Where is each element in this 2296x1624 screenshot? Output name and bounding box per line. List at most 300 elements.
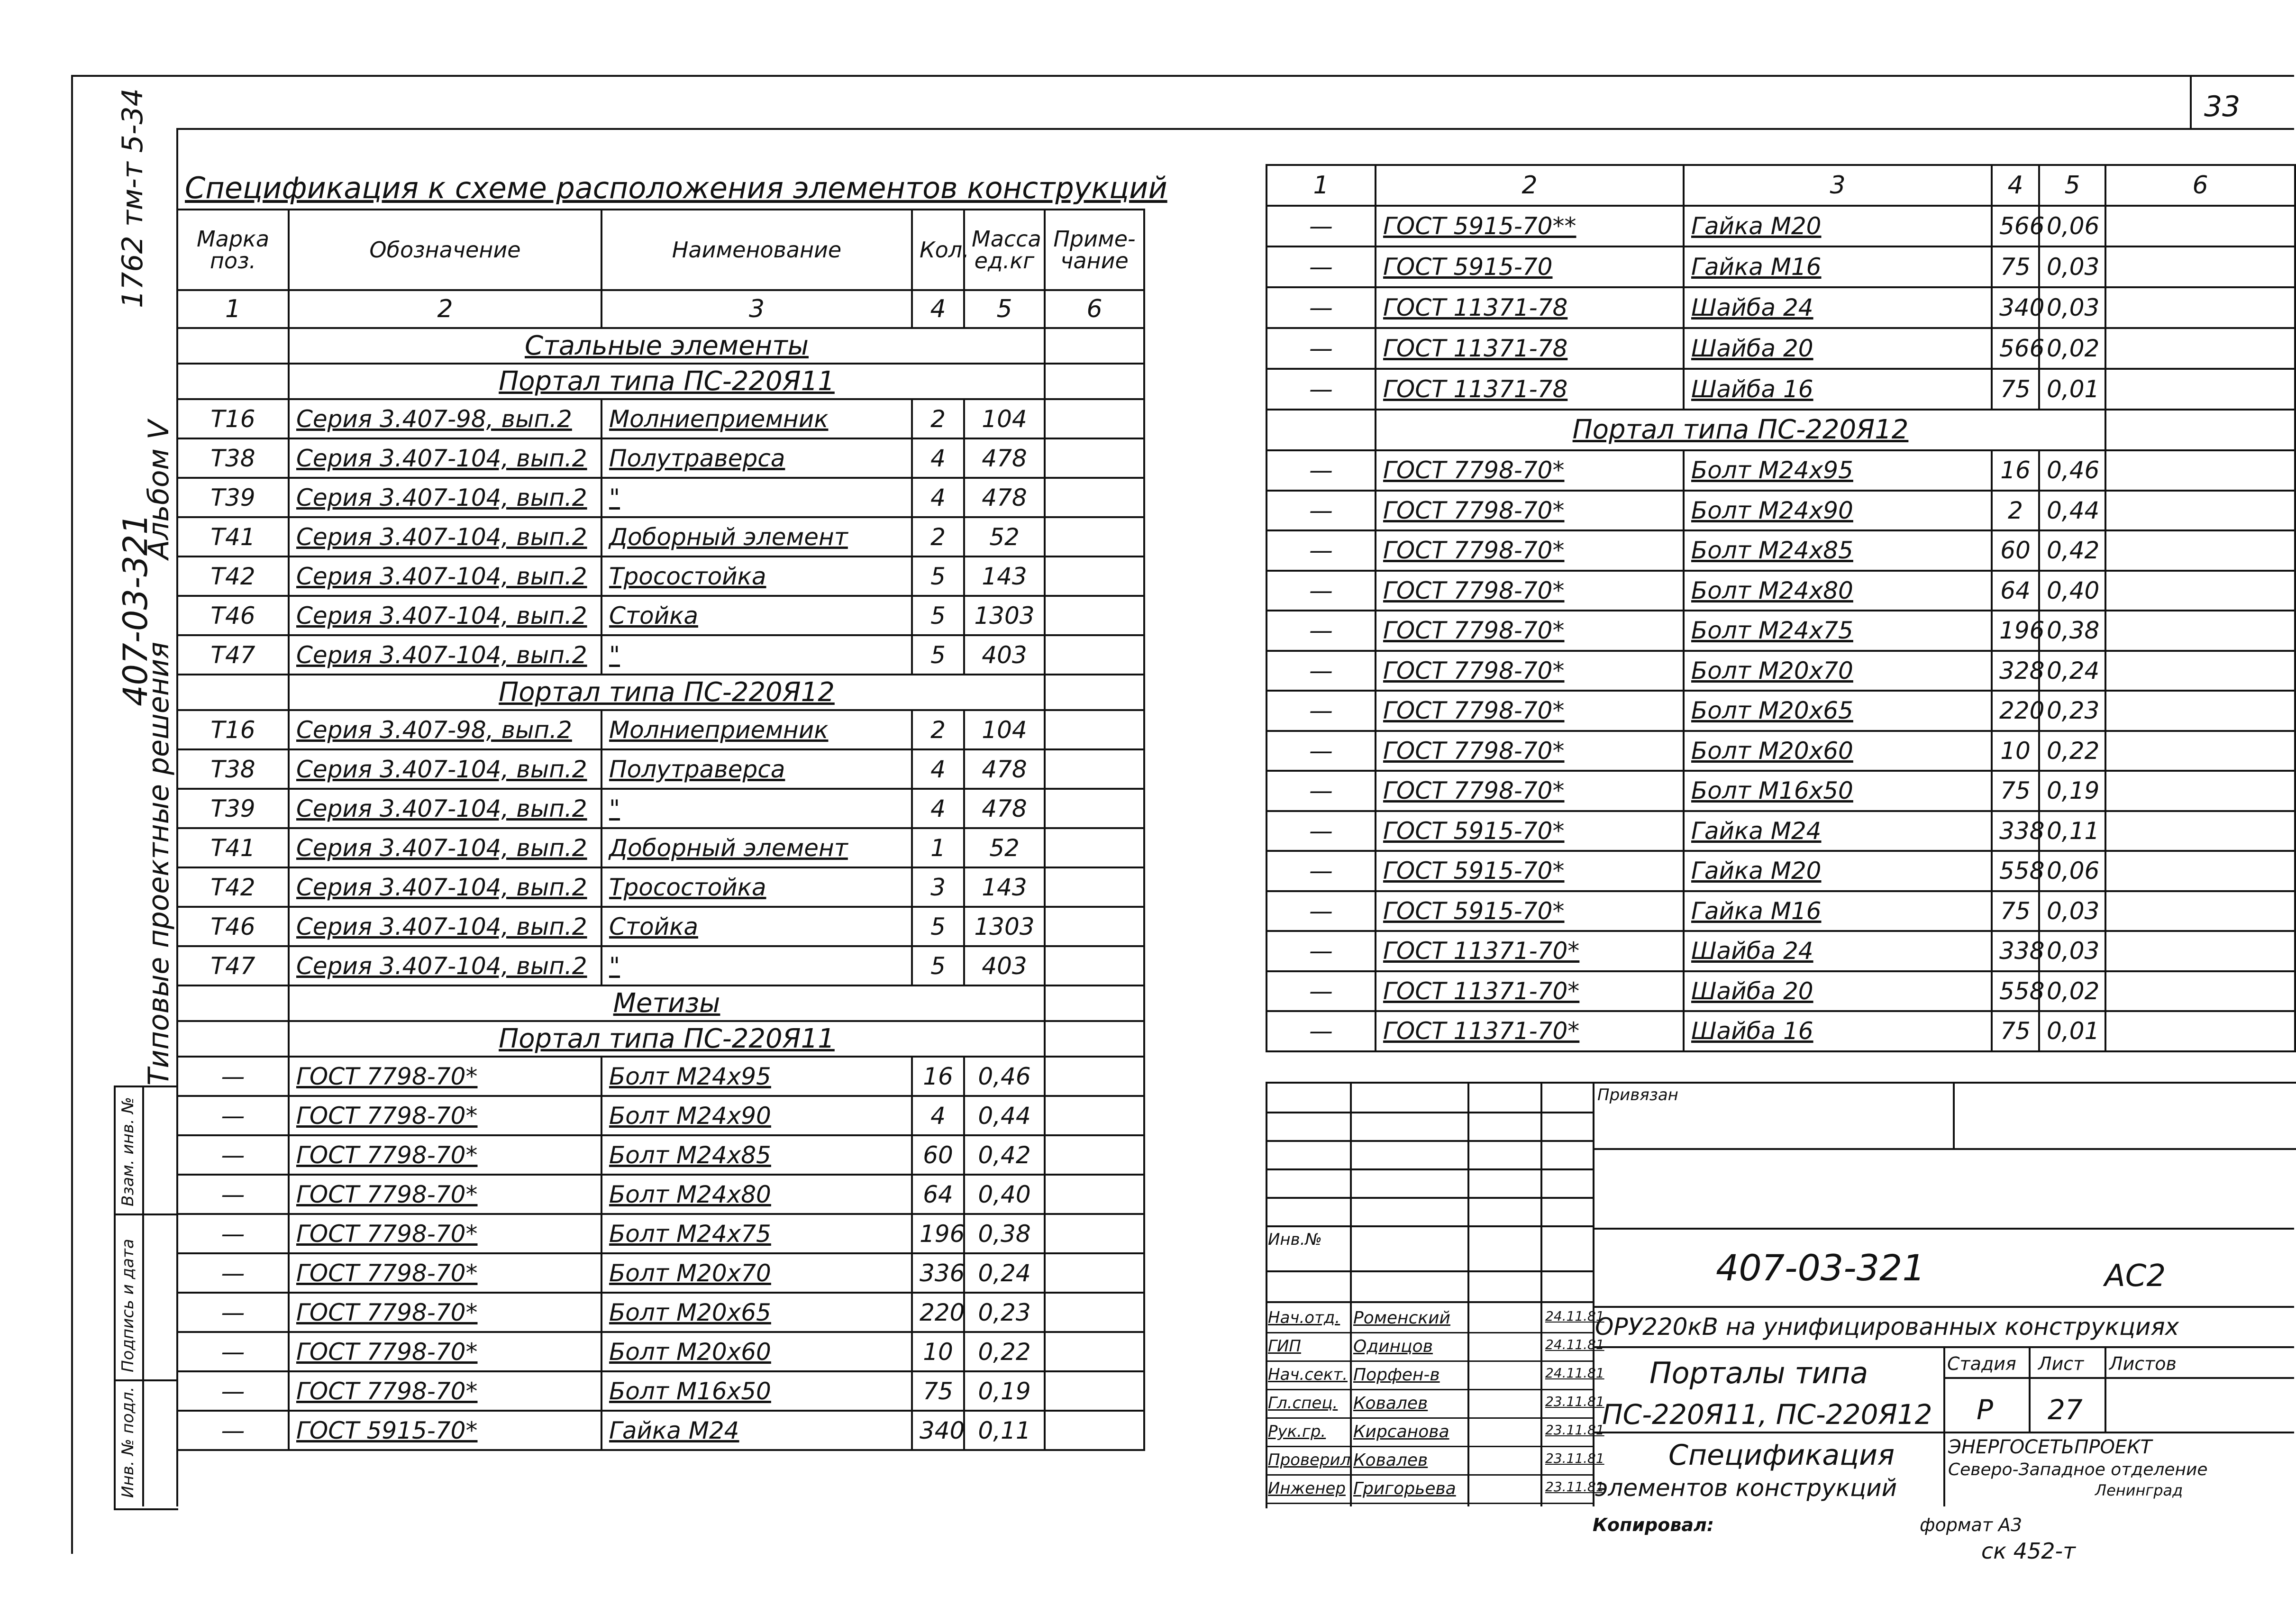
inv-no-label: Инв.№	[1268, 1230, 1322, 1249]
table-row	[177, 907, 1144, 946]
table-cell: Болт М24х85	[601, 1135, 912, 1175]
table-cell: ГОСТ 5915-70*	[1376, 851, 1684, 891]
table-cell: ГОСТ 7798-70*	[289, 1096, 601, 1135]
table-cell: 328	[1992, 651, 2039, 691]
table-cell: 0,01	[2039, 1011, 2105, 1051]
org-line-1: ЭНЕРГОСЕТЬПРОЕКТ	[1948, 1436, 2152, 1458]
table-cell	[177, 364, 289, 399]
table-cell: Болт М20х65	[1684, 691, 1992, 731]
table-row	[177, 1057, 1144, 1096]
table-cell: 64	[1992, 571, 2039, 611]
table-row	[1266, 328, 2295, 369]
table-cell	[2105, 450, 2295, 491]
table-cell	[1045, 1214, 1144, 1253]
table-cell	[1045, 828, 1144, 867]
table-cell: Тросостойка	[601, 867, 912, 907]
table-cell: ГОСТ 11371-70*	[1376, 931, 1684, 971]
table-cell: Серия 3.407-104, вып.2	[289, 596, 601, 635]
table-row	[1266, 450, 2295, 491]
signatory-date: 23.11.81	[1545, 1394, 1604, 1409]
table-cell	[1045, 1021, 1144, 1057]
signatory-date: 24.11.81	[1545, 1308, 1604, 1324]
table-cell	[1045, 517, 1144, 557]
table-row	[177, 1371, 1144, 1411]
table-cell: 0,03	[2039, 246, 2105, 287]
table-cell: —	[177, 1214, 289, 1253]
table-cell: Т39	[177, 478, 289, 517]
col-number: 3	[601, 290, 912, 328]
table-cell	[177, 985, 289, 1021]
table-cell: Т39	[177, 789, 289, 828]
table-cell: Т47	[177, 635, 289, 675]
stamp-row-line	[1266, 1503, 1593, 1504]
signatory-name: Кирсанова	[1353, 1422, 1449, 1442]
table-cell: 10	[912, 1332, 964, 1371]
section-title: Портал типа ПС-220Я11	[289, 364, 1045, 399]
table-cell	[1045, 907, 1144, 946]
table-row	[1266, 246, 2295, 287]
table-cell: "	[601, 478, 912, 517]
side-series-title: Типовые проектные решения	[142, 641, 175, 1086]
table-cell: ГОСТ 11371-78	[1376, 369, 1684, 410]
table-row	[1266, 891, 2295, 931]
stamp-row-line	[1266, 1270, 1593, 1272]
table-cell	[1045, 985, 1144, 1021]
table-row	[177, 517, 1144, 557]
side-project: 407-03-321	[116, 513, 155, 706]
table-cell: 75	[1992, 369, 2039, 410]
stamp-row-line	[1266, 1360, 1593, 1362]
table-cell	[1266, 410, 1376, 450]
inventory-row-divider-2	[114, 1379, 176, 1381]
table-cell: Болт М20х70	[1684, 651, 1992, 691]
left-spec-table	[176, 209, 1145, 1451]
stamp-row-line	[1593, 1306, 2294, 1308]
table-cell: 338	[1992, 811, 2039, 851]
col-number: 4	[912, 290, 964, 328]
table-cell: 0,02	[2039, 971, 2105, 1012]
table-cell: ГОСТ 7798-70*	[1376, 611, 1684, 651]
table-cell: 0,23	[2039, 691, 2105, 731]
table-cell: —	[177, 1332, 289, 1371]
table-cell: 0,22	[964, 1332, 1045, 1371]
table-cell: ГОСТ 7798-70*	[1376, 731, 1684, 771]
stamp-row-line	[1266, 1225, 1593, 1227]
table-cell: —	[1266, 571, 1376, 611]
signatory-date: 23.11.81	[1545, 1479, 1604, 1495]
table-cell: ГОСТ 7798-70*	[289, 1135, 601, 1175]
table-cell: ГОСТ 5915-70	[1376, 246, 1684, 287]
extra-code: ск 452-т	[1981, 1538, 2076, 1564]
table-cell: 16	[912, 1057, 964, 1096]
table-cell: 2	[912, 399, 964, 438]
table-cell: 1303	[964, 907, 1045, 946]
table-cell: 0,38	[964, 1214, 1045, 1253]
stamp-row-line	[1943, 1377, 2294, 1379]
table-cell: Полутраверса	[601, 438, 912, 478]
table-cell: Болт М16х50	[1684, 771, 1992, 811]
signatory-role: Нач.отд.	[1268, 1308, 1340, 1327]
table-cell	[1045, 635, 1144, 675]
signatory-date: 23.11.81	[1545, 1422, 1604, 1438]
stamp-col-line	[1350, 1082, 1352, 1506]
table-cell: Шайба 24	[1684, 931, 1992, 971]
table-cell: 104	[964, 710, 1045, 749]
section-row	[1266, 410, 2295, 450]
table-cell: ГОСТ 11371-70*	[1376, 1011, 1684, 1051]
page-number: 33	[2204, 90, 2241, 123]
table-cell: ГОСТ 5915-70**	[1376, 206, 1684, 246]
table-cell: 478	[964, 749, 1045, 789]
stamp-row-line	[1266, 1301, 1593, 1303]
table-cell	[1045, 1253, 1144, 1293]
table-cell: Серия 3.407-104, вып.2	[289, 557, 601, 596]
table-row	[1266, 731, 2295, 771]
table-cell: 0,03	[2039, 287, 2105, 328]
table-cell: 5	[912, 557, 964, 596]
table-row	[177, 1135, 1144, 1175]
table-row	[1266, 287, 2295, 328]
table-cell: Болт М20х60	[1684, 731, 1992, 771]
table-cell: —	[1266, 287, 1376, 328]
table-cell: 558	[1992, 851, 2039, 891]
table-row	[177, 1411, 1144, 1450]
table-cell: ГОСТ 7798-70*	[1376, 450, 1684, 491]
stamp-row-line	[1593, 1148, 2294, 1150]
table-cell: —	[177, 1411, 289, 1450]
table-cell: 0,11	[2039, 811, 2105, 851]
table-cell	[2105, 971, 2295, 1012]
table-cell	[2105, 246, 2295, 287]
table-cell: 16	[1992, 450, 2039, 491]
section-row	[177, 364, 1144, 399]
stamp-title-1: Порталы типа	[1649, 1356, 1868, 1390]
table-cell	[2105, 651, 2295, 691]
col-number: 3	[1684, 165, 1992, 206]
table-cell	[1045, 1057, 1144, 1096]
signatory-date: 23.11.81	[1545, 1451, 1604, 1466]
table-cell	[2105, 571, 2295, 611]
col-number: 2	[289, 290, 601, 328]
table-cell: Шайба 16	[1684, 1011, 1992, 1051]
table-cell: "	[601, 946, 912, 985]
side-album: Альбом V	[142, 420, 175, 559]
table-cell: 0,19	[2039, 771, 2105, 811]
table-cell: —	[1266, 1011, 1376, 1051]
table-cell: —	[1266, 851, 1376, 891]
section-title: Портал типа ПС-220Я12	[1376, 410, 2105, 450]
table-cell: ГОСТ 5915-70*	[1376, 811, 1684, 851]
col-number: 5	[2039, 165, 2105, 206]
table-cell: 3	[912, 867, 964, 907]
table-cell: 0,24	[2039, 651, 2105, 691]
table-cell: ГОСТ 7798-70*	[1376, 491, 1684, 531]
stamp-row-line	[1266, 1417, 1593, 1419]
table-cell: ГОСТ 11371-78	[1376, 287, 1684, 328]
table-cell: Т38	[177, 749, 289, 789]
table-cell: ГОСТ 7798-70*	[289, 1214, 601, 1253]
table-cell	[2105, 851, 2295, 891]
table-cell	[2105, 811, 2295, 851]
table-cell: 60	[912, 1135, 964, 1175]
table-cell: 2	[912, 517, 964, 557]
table-cell: ГОСТ 7798-70*	[289, 1057, 601, 1096]
table-cell: ГОСТ 7798-70*	[1376, 571, 1684, 611]
table-cell: 0,06	[2039, 206, 2105, 246]
table-cell: 220	[1992, 691, 2039, 731]
table-cell: 4	[912, 789, 964, 828]
table-cell	[1045, 1411, 1144, 1450]
stamp-row-line	[1266, 1197, 1593, 1199]
stage-label: Стадия	[1947, 1353, 2016, 1374]
table-cell: Серия 3.407-104, вып.2	[289, 635, 601, 675]
table-row	[1266, 571, 2295, 611]
table-cell: 1303	[964, 596, 1045, 635]
table-cell: Серия 3.407-98, вып.2	[289, 710, 601, 749]
table-cell: 0,44	[2039, 491, 2105, 531]
table-cell	[2105, 369, 2295, 410]
table-cell: 10	[1992, 731, 2039, 771]
inventory-label-inv: Инв. № подл.	[118, 1387, 137, 1498]
table-cell: ГОСТ 5915-70*	[1376, 891, 1684, 931]
table-row	[177, 1332, 1144, 1371]
table-cell: Болт М24х95	[1684, 450, 1992, 491]
table-cell: —	[1266, 731, 1376, 771]
table-cell	[1045, 1293, 1144, 1332]
table-cell	[2105, 731, 2295, 771]
table-cell: Т41	[177, 828, 289, 867]
col-header-mass: Масса ед.кг	[964, 210, 1045, 290]
table-cell: 5	[912, 946, 964, 985]
table-row	[177, 710, 1144, 749]
signatory-name: Роменский	[1353, 1308, 1450, 1328]
copied-label: Копировал:	[1593, 1515, 1714, 1535]
table-cell: "	[601, 635, 912, 675]
signatory-name: Порфен-в	[1353, 1365, 1440, 1385]
table-cell	[1045, 1332, 1144, 1371]
table-cell	[2105, 891, 2295, 931]
stamp-row-line	[1593, 1228, 2294, 1230]
table-cell: Серия 3.407-104, вып.2	[289, 828, 601, 867]
table-cell: ГОСТ 7798-70*	[1376, 691, 1684, 731]
table-cell: Серия 3.407-104, вып.2	[289, 946, 601, 985]
table-cell	[2105, 328, 2295, 369]
inventory-label-zam: Взам. инв. №	[118, 1097, 137, 1206]
table-cell	[2105, 491, 2295, 531]
table-row	[1266, 530, 2295, 571]
table-cell: Т16	[177, 710, 289, 749]
left-table-title: Спецификация к схеме расположения элементов конструкций	[185, 171, 1167, 205]
stamp-col-line	[1540, 1082, 1542, 1506]
table-cell: ГОСТ 11371-70*	[1376, 971, 1684, 1012]
table-cell: —	[1266, 206, 1376, 246]
org-line-3: Ленинград	[2095, 1481, 2183, 1499]
table-cell: 143	[964, 557, 1045, 596]
col-header-qty: Кол.	[912, 210, 964, 290]
table-cell: 104	[964, 399, 1045, 438]
table-row	[177, 635, 1144, 675]
inner-frame-top	[176, 128, 2294, 130]
table-cell: —	[1266, 491, 1376, 531]
table-cell: 4	[912, 438, 964, 478]
col-number: 6	[2105, 165, 2295, 206]
table-cell: 0,24	[964, 1253, 1045, 1293]
table-cell: Болт М20х60	[601, 1332, 912, 1371]
table-cell	[1045, 557, 1144, 596]
inventory-col-divider	[142, 1086, 144, 1506]
col-number: 4	[1992, 165, 2039, 206]
table-cell	[2105, 691, 2295, 731]
stamp-row-line	[1266, 1332, 1593, 1333]
table-cell	[1045, 789, 1144, 828]
table-cell: 52	[964, 517, 1045, 557]
table-cell: 75	[1992, 891, 2039, 931]
table-cell: 143	[964, 867, 1045, 907]
table-cell: —	[1266, 328, 1376, 369]
table-cell	[2105, 931, 2295, 971]
table-row	[1266, 931, 2295, 971]
table-cell: Гайка М24	[1684, 811, 1992, 851]
table-cell: Т38	[177, 438, 289, 478]
inventory-label-sign: Подпись и дата	[118, 1239, 137, 1372]
table-cell	[1045, 749, 1144, 789]
table-cell: Болт М24х80	[601, 1175, 912, 1214]
table-cell	[1045, 675, 1144, 710]
table-cell: 478	[964, 478, 1045, 517]
table-cell	[1045, 399, 1144, 438]
table-cell: Серия 3.407-104, вып.2	[289, 749, 601, 789]
table-row	[177, 1096, 1144, 1135]
section-row	[177, 675, 1144, 710]
table-row	[1266, 811, 2295, 851]
table-cell	[177, 328, 289, 364]
signatory-role: Инженер	[1268, 1479, 1346, 1498]
col-header-mark: Марка поз.	[177, 210, 289, 290]
table-cell: Болт М24х95	[601, 1057, 912, 1096]
col-number: 1	[1266, 165, 1376, 206]
stamp-title-4: элементов конструкций	[1595, 1474, 1897, 1502]
table-row	[177, 399, 1144, 438]
table-row	[1266, 1011, 2295, 1051]
org-line-2: Северо-Западное отделение	[1948, 1460, 2208, 1479]
table-cell: —	[1266, 450, 1376, 491]
table-cell: —	[1266, 971, 1376, 1012]
table-cell: Тросостойка	[601, 557, 912, 596]
table-cell: Болт М24х85	[1684, 530, 1992, 571]
table-cell: Полутраверса	[601, 749, 912, 789]
table-cell	[2105, 611, 2295, 651]
stamp-row-line	[1266, 1112, 1593, 1113]
table-cell: 566	[1992, 328, 2039, 369]
table-cell: 75	[1992, 246, 2039, 287]
table-cell: Т46	[177, 907, 289, 946]
table-cell: Серия 3.407-104, вып.2	[289, 478, 601, 517]
table-cell: Гайка М24	[601, 1411, 912, 1450]
section-title: Стальные элементы	[289, 328, 1045, 364]
table-cell: Серия 3.407-104, вып.2	[289, 867, 601, 907]
table-cell: ГОСТ 7798-70*	[289, 1253, 601, 1293]
col-header-name: Наименование	[601, 210, 912, 290]
table-cell: Болт М24х75	[601, 1214, 912, 1253]
table-row	[177, 1214, 1144, 1253]
table-row	[1266, 691, 2295, 731]
table-cell	[1045, 710, 1144, 749]
table-cell: —	[177, 1096, 289, 1135]
table-cell: —	[1266, 369, 1376, 410]
section-row	[177, 985, 1144, 1021]
table-cell: 64	[912, 1175, 964, 1214]
table-cell: Стойка	[601, 596, 912, 635]
table-cell: Гайка М16	[1684, 891, 1992, 931]
table-cell: 0,03	[2039, 931, 2105, 971]
table-cell: 0,06	[2039, 851, 2105, 891]
table-cell: Молниеприемник	[601, 710, 912, 749]
table-cell	[177, 1021, 289, 1057]
table-cell	[2105, 410, 2295, 450]
table-cell: —	[1266, 246, 1376, 287]
signatory-date: 24.11.81	[1545, 1337, 1604, 1352]
sheets-label: Листов	[2109, 1353, 2177, 1374]
col-number: 5	[964, 290, 1045, 328]
table-cell: 2	[912, 710, 964, 749]
table-row	[177, 867, 1144, 907]
stage-value: Р	[1977, 1394, 1993, 1426]
table-cell: 338	[1992, 931, 2039, 971]
table-cell	[1045, 478, 1144, 517]
table-cell: 340	[1992, 287, 2039, 328]
table-cell: 196	[1992, 611, 2039, 651]
stamp-col-line	[1593, 1082, 1594, 1506]
table-cell	[2105, 530, 2295, 571]
table-cell: —	[1266, 811, 1376, 851]
table-row	[177, 1293, 1144, 1332]
table-cell: Болт М24х80	[1684, 571, 1992, 611]
table-cell: Болт М20х65	[601, 1293, 912, 1332]
table-row	[177, 946, 1144, 985]
table-cell: 0,02	[2039, 328, 2105, 369]
table-cell: Серия 3.407-98, вып.2	[289, 399, 601, 438]
table-cell: ГОСТ 11371-78	[1376, 328, 1684, 369]
table-cell: Т46	[177, 596, 289, 635]
table-row	[177, 596, 1144, 635]
table-cell: 403	[964, 635, 1045, 675]
table-cell	[1045, 438, 1144, 478]
table-cell: Молниеприемник	[601, 399, 912, 438]
table-cell: 196	[912, 1214, 964, 1253]
table-cell: Болт М20х70	[601, 1253, 912, 1293]
table-cell	[1045, 1175, 1144, 1214]
table-cell: 0,40	[2039, 571, 2105, 611]
outer-frame-left	[71, 75, 73, 1554]
section-title: Портал типа ПС-220Я12	[289, 675, 1045, 710]
table-cell	[177, 675, 289, 710]
stamp-col-line	[2029, 1346, 2031, 1432]
table-cell: 5	[912, 596, 964, 635]
table-cell	[1045, 1096, 1144, 1135]
table-cell: —	[177, 1135, 289, 1175]
table-cell: Т42	[177, 557, 289, 596]
table-cell: Серия 3.407-104, вып.2	[289, 438, 601, 478]
table-cell: Гайка М16	[1684, 246, 1992, 287]
signatory-role: ГИП	[1268, 1337, 1301, 1356]
table-cell	[1045, 1371, 1144, 1411]
table-cell: 2	[1992, 491, 2039, 531]
table-row	[177, 438, 1144, 478]
table-row	[1266, 206, 2295, 246]
signatory-name: Ковалев	[1353, 1451, 1428, 1470]
table-cell: 4	[912, 478, 964, 517]
col-number: 1	[177, 290, 289, 328]
